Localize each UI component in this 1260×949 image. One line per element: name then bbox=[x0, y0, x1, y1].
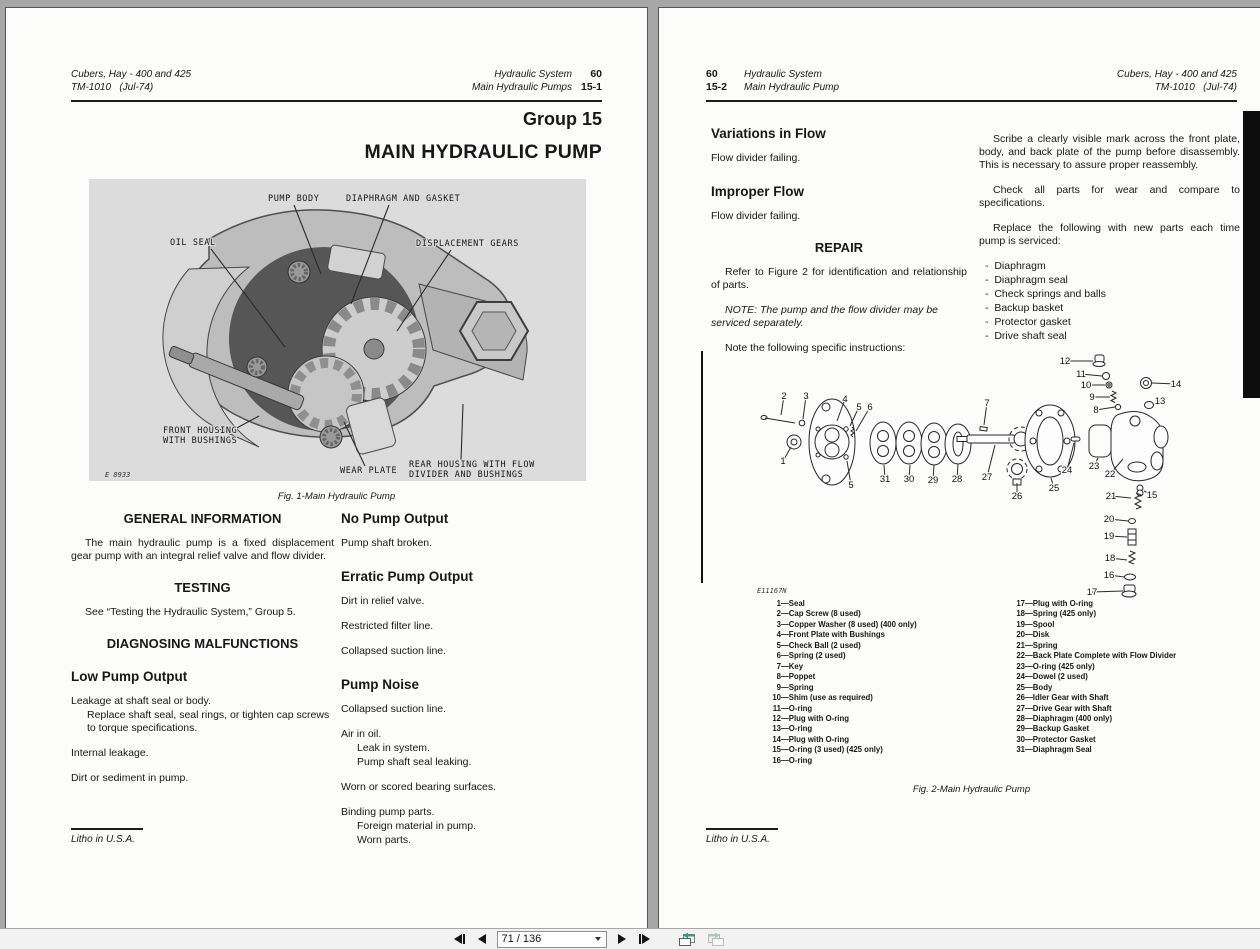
left-page-column-1 bbox=[71, 506, 334, 785]
fig2-callout-number: 29 bbox=[927, 475, 939, 486]
first-page-icon bbox=[454, 934, 462, 944]
dash-separator bbox=[781, 683, 789, 692]
text-block: Leak in system. bbox=[357, 742, 430, 754]
bottom-toolbar bbox=[0, 928, 1260, 949]
parts-list-item: 6 — Spring (2 used) bbox=[767, 651, 1009, 661]
first-page-button[interactable] bbox=[452, 931, 467, 947]
fig2-callout-number: 8 bbox=[1093, 405, 1099, 416]
dash-separator bbox=[1025, 630, 1033, 639]
dash-separator bbox=[1025, 641, 1033, 650]
dash-separator bbox=[781, 662, 789, 671]
header-section-titles bbox=[744, 68, 839, 94]
fig2-callout-number: 1 bbox=[780, 456, 786, 467]
parts-list-item: 26 — Idler Gear with Shaft bbox=[1011, 693, 1251, 703]
text-block: - Diaphragm seal bbox=[985, 274, 1240, 287]
text-block: Pump shaft seal leaking. bbox=[357, 756, 472, 768]
left-page-column-2 bbox=[341, 506, 607, 847]
page-title: MAIN HYDRAULIC PUMP bbox=[364, 141, 602, 163]
text-block: Restricted filter line. bbox=[341, 620, 434, 632]
dash-separator bbox=[781, 620, 789, 629]
text-block: Erratic Pump Output bbox=[341, 569, 474, 584]
fig1-label: REAR HOUSING WITH FLOW bbox=[409, 460, 535, 470]
parts-list-item: 23 — O-ring (425 only) bbox=[1011, 662, 1251, 672]
text-block: TESTING bbox=[174, 580, 231, 595]
fig2-callout-number: 20 bbox=[1103, 514, 1115, 525]
next-page-button[interactable] bbox=[616, 931, 628, 947]
fig2-callout-number: 31 bbox=[879, 474, 891, 485]
parts-list-item: 16 — O-ring bbox=[767, 756, 1009, 766]
dash-separator bbox=[1025, 714, 1033, 723]
page-right bbox=[658, 7, 1260, 928]
header-model-line: Cubers, Hay - 400 and 425 bbox=[71, 69, 192, 80]
text-block: - Backup basket bbox=[985, 302, 1240, 315]
fig2-callout-number: 22 bbox=[1104, 469, 1116, 480]
fig2-callout-number: 7 bbox=[984, 398, 990, 409]
figure1-pump-photo bbox=[89, 179, 586, 481]
header-manual-line: TM-1010 (Jul-74) bbox=[1154, 82, 1237, 93]
parts-list-item: 21 — Spring bbox=[1011, 641, 1251, 651]
text-block: Variations in Flow bbox=[711, 126, 826, 141]
parts-list-item: 4 — Front Plate with Bushings bbox=[767, 630, 1009, 640]
dash-separator bbox=[1025, 683, 1033, 692]
page-navigation-group bbox=[452, 931, 725, 948]
dash-separator bbox=[1025, 599, 1033, 608]
dash-separator bbox=[781, 630, 789, 639]
fig1-label: DIAPHRAGM AND GASKET bbox=[346, 194, 461, 204]
header-group-page-number: 15-1 bbox=[580, 81, 602, 93]
fig2-callout-number: 26 bbox=[1011, 491, 1023, 502]
fig2-callout-number: 6 bbox=[867, 402, 873, 413]
text-block: Foreign material in pump. bbox=[357, 820, 477, 832]
dash-separator bbox=[1025, 609, 1033, 618]
header-page-number: 60 bbox=[590, 68, 602, 80]
text-block: Improper Flow bbox=[711, 184, 805, 199]
dash-separator bbox=[781, 756, 789, 765]
text-block: The main hydraulic pump is a fixed displacement gear pump with an integral relief valve and flow divider. bbox=[71, 537, 334, 562]
dash-separator bbox=[1025, 672, 1033, 681]
text-block: - Diaphragm bbox=[985, 260, 1240, 273]
parts-list-item: 13 — O-ring bbox=[767, 724, 1009, 734]
page-number-input[interactable] bbox=[498, 933, 595, 945]
parts-list-item: 18 — Spring (425 only) bbox=[1011, 609, 1251, 619]
text-block: - Check springs and balls bbox=[985, 288, 1240, 301]
figure1-caption: Fig. 1-Main Hydraulic Pump bbox=[277, 491, 396, 502]
parts-list-item: 28 — Diaphragm (400 only) bbox=[1011, 714, 1251, 724]
parts-list-item: 5 — Check Ball (2 used) bbox=[767, 641, 1009, 651]
fig2-callout-number: 24 bbox=[1061, 465, 1073, 476]
running-header-left-page bbox=[71, 68, 602, 94]
figure2-caption: Fig. 2-Main Hydraulic Pump bbox=[912, 784, 1031, 795]
dash-separator bbox=[781, 641, 789, 650]
header-manual-line: TM-1010 (Jul-74) bbox=[71, 82, 154, 93]
fig2-callout-number: 21 bbox=[1105, 491, 1117, 502]
fig2-callout-number: 9 bbox=[1089, 392, 1095, 403]
parts-list-item: 7 — Key bbox=[767, 662, 1009, 672]
fig2-callout-number: 27 bbox=[981, 472, 993, 483]
text-block: No Pump Output bbox=[341, 511, 449, 526]
dash-separator bbox=[781, 724, 789, 733]
text-block: NOTE: The pump and the flow divider may be serviced separately. bbox=[711, 304, 939, 329]
parts-list-item: 10 — Shim (use as required) bbox=[767, 693, 1009, 703]
parts-list-item: 11 — O-ring bbox=[767, 704, 1009, 714]
dash-separator bbox=[781, 745, 789, 754]
fig2-callout-number: 28 bbox=[951, 474, 963, 485]
parts-list-item: 1 — Seal bbox=[767, 599, 1009, 609]
parts-list-item: 8 — Poppet bbox=[767, 672, 1009, 682]
fig2-callout-number: 5 bbox=[848, 480, 854, 491]
fig2-callout-number: 2 bbox=[781, 391, 787, 402]
header-section-block bbox=[706, 68, 839, 94]
header-rule bbox=[706, 100, 1237, 102]
text-block: Air in oil. bbox=[341, 728, 382, 740]
text-block: Flow divider failing. bbox=[711, 210, 801, 222]
dash-separator bbox=[781, 651, 789, 660]
parts-list-item: 27 — Drive Gear with Shaft bbox=[1011, 704, 1251, 714]
dash-separator bbox=[1025, 704, 1033, 713]
leader-line bbox=[1096, 407, 1115, 410]
header-section-subtitle: Main Hydraulic Pump bbox=[744, 82, 840, 93]
dash-separator bbox=[781, 704, 789, 713]
dash-separator bbox=[781, 672, 789, 681]
figure2-exploded-diagram bbox=[699, 341, 1249, 613]
text-block: Pump Noise bbox=[341, 677, 420, 692]
parts-list-item: 15 — O-ring (3 used) (425 only) bbox=[767, 745, 1009, 755]
header-rule bbox=[71, 100, 602, 102]
footer-litho: Litho in U.S.A. bbox=[71, 834, 135, 845]
fig2-callout-number: 3 bbox=[803, 391, 809, 402]
header-section-block bbox=[472, 68, 602, 94]
last-page-icon bbox=[642, 934, 650, 944]
text-block: Replace shaft seal, seal rings, or tighten cap screws to torque specifications. bbox=[87, 709, 330, 734]
dash-separator bbox=[781, 714, 789, 723]
text-block: Note the following specific instructions: bbox=[725, 342, 906, 354]
text-block: Binding pump parts. bbox=[341, 806, 435, 818]
header-model-line: Cubers, Hay - 400 and 425 bbox=[1116, 69, 1237, 80]
header-page-number: 60 bbox=[706, 68, 718, 80]
dash-separator bbox=[1025, 651, 1033, 660]
parts-list-item: 31 — Diaphragm Seal bbox=[1011, 745, 1251, 755]
header-model-block bbox=[1117, 68, 1237, 94]
text-block: Check all parts for wear and compare to specifications. bbox=[979, 184, 1240, 209]
fig1-label: DISPLACEMENT GEARS bbox=[416, 239, 519, 249]
text-block: Low Pump Output bbox=[71, 669, 188, 684]
text-block: Worn or scored bearing surfaces. bbox=[341, 781, 497, 793]
text-block: REPAIR bbox=[814, 240, 864, 255]
text-block: Dirt in relief valve. bbox=[341, 595, 425, 607]
fig2-callout-number: 16 bbox=[1103, 570, 1115, 581]
fig1-label: PUMP BODY bbox=[268, 194, 320, 204]
prev-page-icon bbox=[478, 934, 486, 944]
footer-litho: Litho in U.S.A. bbox=[706, 834, 770, 845]
footer-rule bbox=[706, 828, 778, 830]
parts-list-item: 19 — Spool bbox=[1011, 620, 1251, 630]
text-block: Worn parts. bbox=[357, 834, 412, 846]
parts-list-item: 17 — Plug with O-ring bbox=[1011, 599, 1251, 609]
figure2-photo-code: E11167N bbox=[757, 587, 787, 595]
dash-separator bbox=[1025, 620, 1033, 629]
fig2-callout-number: 14 bbox=[1170, 379, 1182, 390]
fig2-callout-number: 12 bbox=[1059, 356, 1071, 367]
fig1-label: DIVIDER AND BUSHINGS bbox=[409, 470, 524, 480]
dash-separator bbox=[1025, 662, 1033, 671]
header-section-subtitle: Main Hydraulic Pumps bbox=[471, 82, 572, 93]
parts-list-item: 30 — Protector Gasket bbox=[1011, 735, 1251, 745]
fig2-callout-number: 11 bbox=[1076, 369, 1086, 380]
parts-list-item: 3 — Copper Washer (8 used) (400 only) bbox=[767, 620, 1009, 630]
dash-separator bbox=[1025, 724, 1033, 733]
dash-separator bbox=[781, 609, 789, 618]
next-view-button bbox=[706, 931, 725, 947]
parts-list-item: 12 — Plug with O-ring bbox=[767, 714, 1009, 724]
dash-separator bbox=[1025, 735, 1033, 744]
parts-list-item: 20 — Disk bbox=[1011, 630, 1251, 640]
fig1-label: FRONT HOUSING bbox=[163, 426, 238, 436]
running-header-right-page bbox=[706, 68, 1237, 94]
text-block: DIAGNOSING MALFUNCTIONS bbox=[106, 636, 299, 651]
dash-separator bbox=[781, 693, 789, 702]
fig2-callout-number: 23 bbox=[1088, 461, 1100, 472]
previous-view-button[interactable] bbox=[678, 931, 697, 947]
fig2-callout-number: 13 bbox=[1154, 396, 1166, 407]
right-page-column-1 bbox=[711, 121, 967, 355]
parts-list-item: 14 — Plug with O-ring bbox=[767, 735, 1009, 745]
text-block: - Drive shaft seal bbox=[985, 330, 1240, 343]
text-block: Replace the following with new parts each time pump is serviced: bbox=[979, 222, 1240, 247]
text-block: Dirt or sediment in pump. bbox=[71, 772, 189, 784]
header-section-title: Hydraulic System bbox=[744, 69, 822, 80]
text-block: See “Testing the Hydraulic System,” Group 5. bbox=[85, 606, 296, 618]
fig2-callout-number: 25 bbox=[1048, 483, 1060, 494]
fig1-label: OIL SEAL bbox=[170, 238, 216, 248]
text-block: Refer to Figure 2 for identification and relationship of parts. bbox=[711, 266, 967, 291]
fig2-callout-number: 10 bbox=[1080, 380, 1092, 391]
fig2-callout-number: 4 bbox=[842, 394, 848, 405]
fig2-callout-number: 19 bbox=[1103, 531, 1115, 542]
group-title: Group 15 bbox=[522, 109, 602, 129]
dash-separator bbox=[781, 599, 789, 608]
header-model-block bbox=[71, 68, 191, 94]
previous-page-button[interactable] bbox=[476, 931, 488, 947]
text-block: Internal leakage. bbox=[71, 747, 149, 759]
dash-separator bbox=[1025, 745, 1033, 754]
text-block: Leakage at shaft seal or body. bbox=[71, 695, 211, 707]
page-left bbox=[5, 7, 648, 928]
parts-list-item: 24 — Dowel (2 used) bbox=[1011, 672, 1251, 682]
parts-list-item: 25 — Body bbox=[1011, 683, 1251, 693]
fig2-callout-number: 30 bbox=[903, 474, 915, 485]
last-page-button[interactable] bbox=[637, 931, 652, 947]
text-block: - Protector gasket bbox=[985, 316, 1240, 329]
right-page-column-2 bbox=[979, 121, 1240, 343]
page-number-combo[interactable] bbox=[497, 931, 607, 948]
parts-list-column-2 bbox=[1011, 599, 1251, 756]
combo-dropdown-caret[interactable] bbox=[595, 937, 601, 941]
figure1-photo-code: E 8933 bbox=[105, 471, 131, 479]
footer-rule bbox=[71, 828, 143, 830]
header-section-row bbox=[472, 68, 602, 81]
parts-list-item: 22 — Back Plate Complete with Flow Divider bbox=[1011, 651, 1251, 661]
header-page-numbers bbox=[706, 68, 732, 94]
text-block: Flow divider failing. bbox=[711, 152, 801, 164]
dash-separator bbox=[1025, 693, 1033, 702]
parts-list-item: 29 — Backup Gasket bbox=[1011, 724, 1251, 734]
fig2-callout-number: 17 bbox=[1086, 587, 1098, 598]
text-block: Pump shaft broken. bbox=[341, 537, 433, 549]
fig2-callout-number: 18 bbox=[1104, 553, 1116, 564]
text-block: Collapsed suction line. bbox=[341, 645, 447, 657]
header-section-title: Hydraulic System bbox=[494, 69, 572, 80]
text-block: Scribe a clearly visible mark across the front plate, body, and back plate of the pump before disassembly. This is necessary to assure proper reassembly. bbox=[979, 133, 1240, 171]
fig1-label: WITH BUSHINGS bbox=[163, 436, 238, 446]
text-block: Collapsed suction line. bbox=[341, 703, 447, 715]
header-section-row bbox=[472, 81, 602, 94]
dash-separator bbox=[781, 735, 789, 744]
parts-list-column-1 bbox=[767, 599, 1009, 766]
parts-list-item: 2 — Cap Screw (8 used) bbox=[767, 609, 1009, 619]
fig2-callout-number: 15 bbox=[1146, 490, 1158, 501]
next-page-icon bbox=[618, 934, 626, 944]
text-block: GENERAL INFORMATION bbox=[123, 511, 282, 526]
fig1-label: WEAR PLATE bbox=[340, 466, 398, 476]
fig2-callout-number: 5 bbox=[856, 402, 862, 413]
parts-list-item: 9 — Spring bbox=[767, 683, 1009, 693]
header-group-page-number: 15-2 bbox=[706, 81, 728, 93]
